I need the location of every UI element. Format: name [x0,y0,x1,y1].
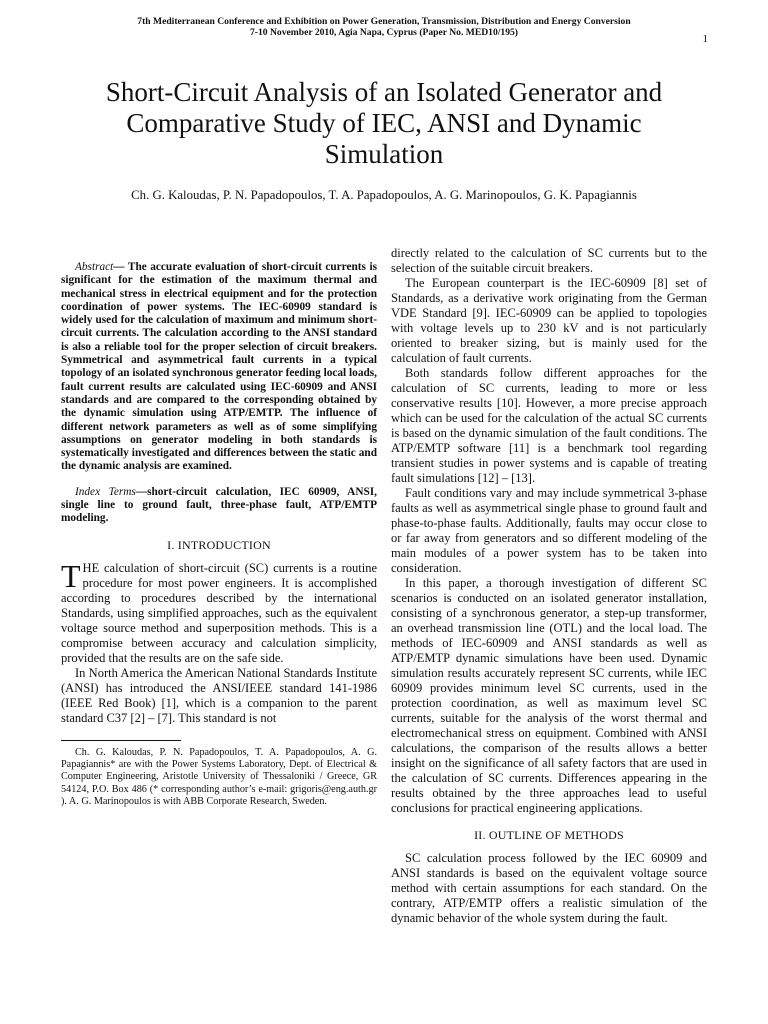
page-number: 1 [702,33,708,45]
right-paragraph-1: directly related to the calculation of SC currents but to the selection of the suitable circuit breakers. [391,246,707,275]
author-list: Ch. G. Kaloudas, P. N. Papadopoulos, T. A. Papadopoulos, A. G. Marinopoulos, G. K. Papagiannis [131,188,637,202]
abstract-text: The accurate evaluation of short-circuit currents is significant for the estimation of the maximum thermal and mechanical stress in electrical equipment and for the protection coordination of power systems. The IEC-60909 standard is widely used for the calculation of maximum and minimum short-circuit currents. The calculation according to the ANSI standard is also a reliable tool for the proper selection of circuit breakers. Symmetrical and asymmetrical fault currents in a typical topology of an isolated synchronous generator feeding local loads, fault current results are calculated using IEC-60909 and ANSI standards and are compared to the corresponding obtained by the dynamic simulation using ATP/EMTP. The influence of different network parameters as well as of some simplifying assumptions on generator modeling in both standards is systematically investigated and differences between the static and the dynamic analysis are examined. [61,261,377,473]
footnote-text: Ch. G. Kaloudas, P. N. Papadopoulos, T. A. Papadopoulos, A. G. Papagiannis* are with the Power Systems Laboratory, Dept. of Electrical & Computer Engineering, Aristotle University of Thessaloniki / Greece, GR 54124, P.O. Box 486 (* corresponding author’s e-mail: grigoris@eng.auth.gr ). A. G. Marinopoulos is with ABB Corporate Research, Sweden. [61,746,377,807]
right-paragraph-3: Both standards follow different approaches for the calculation of SC currents, leading to more or less conservative results [10]. However, a more precise approach which can be used for the calculation of the actual SC currents is based on the dynamic simulation of the fault conditions. The ATP/EMTP software [11] is a benchmark tool regarding transient studies in power systems and is capable of treating fault simulations [12] – [13]. [391,366,707,485]
right-paragraph-2: The European counterpart is the IEC-60909 [8] set of Standards, as a derivative work originating from the German VDE Standard [9]. IEC-60909 can be applied to topologies with voltage levels up to 230 kV and is not particularly oriented to breaker sizing, but is mainly used for the calculation of fault currents. [391,276,707,365]
author-footnote [61,747,377,808]
section-rest: NTRODUCTION [181,537,271,552]
right-column [391,246,707,926]
conference-header [0,16,768,38]
abstract-label: Abstract [75,261,114,273]
section-cap: M [564,828,576,842]
section-heading-introduction [61,538,377,553]
abstract [61,261,377,474]
section-cap: O [488,828,498,842]
conference-line: 7th Mediterranean Conference and Exhibition on Power Generation, Transmission, Distribution and Energy Conversion [137,16,631,27]
section-rest: UTLINE [497,828,546,842]
section-cap: I [177,537,182,552]
intro-text-1: HE calculation of short-circuit (SC) currents is a routine procedure for most power engineers. It is accomplished according to procedures described by the international Standards, using simplified approaches, such as the equivalent voltage source method and superposition methods. This is a compromise between accuracy and calculation simplicity, provided that the results are on the safe side. [61,560,377,665]
section-rest: ETHODS [575,828,624,842]
right-paragraph-4: Fault conditions vary and may include symmetrical 3-phase faults as well as asymmetrical single phase to ground fault and phase-to-phase faults. Additionally, faults may occur close to or far away from generators and so different modeling of the main modules of a power system has to be taken into consideration. [391,486,707,575]
right-paragraph-5: In this paper, a thorough investigation of different SC scenarios is conducted on an isolated generator installation, consisting of a synchronous generator, a step-up transformer, an overhead transmission line (OTL) and the local load. The methods of IEC-60909 and ANSI standards as well as ATP/EMTP dynamic simulations have been used. Dynamic simulation results accurately represent SC currents, while IEC 60909 provides minimum level SC currents, used in the protection coordination, as well as maximum level SC currents, suitable for the analysis of the worst thermal and electromechanical stress on equipment. Combined with ANSI calculations, the comparison of the results allows a better insight on the significance of all safety factors that are used in the calculation of SC currents. Differences appearing in the results obtained by the three approaches lead to useful conclusions for practical engineering applications. [391,576,707,815]
index-terms-label: Index Terms [75,485,136,498]
section-rest: F [554,828,565,842]
right-paragraph-6: SC calculation process followed by the IEC 60909 and ANSI standards is based on the equivalent voltage source method with certain assumptions for each standard. On the contrary, ATP/EMTP offers a realistic simulation of the dynamic behavior of the whole system during the fault. [391,851,707,925]
index-terms [61,486,377,526]
footnote-divider [61,740,181,741]
drop-cap: T [61,557,81,594]
left-column [61,246,377,808]
section-numeral: II. [474,828,489,842]
intro-paragraph-1 [61,557,377,666]
section-cap: O [545,828,555,842]
abstract-dash: — [113,261,128,273]
index-terms-text: —short-circuit calculation, IEC 60909, ANSI, single line to ground fault, three-phase fault, ATP/EMTP modeling. [61,485,377,525]
section-numeral: I. [167,537,178,552]
section-heading-outline [391,828,707,843]
conference-date-line: 7-10 November 2010, Agia Napa, Cyprus (Paper No. MED10/195) [250,27,518,38]
paper-title: Short-Circuit Analysis of an Isolated Generator and Comparative Study of IEC, ANSI and Dynamic Simulation [105,77,663,169]
intro-paragraph-2: In North America the American National Standards Institute (ANSI) has introduced the ANSI/IEEE standard 141-1986 (IEEE Red Book) [1], which is a companion to the parent standard C37 [2] – [7]. This standard is not [61,665,377,725]
